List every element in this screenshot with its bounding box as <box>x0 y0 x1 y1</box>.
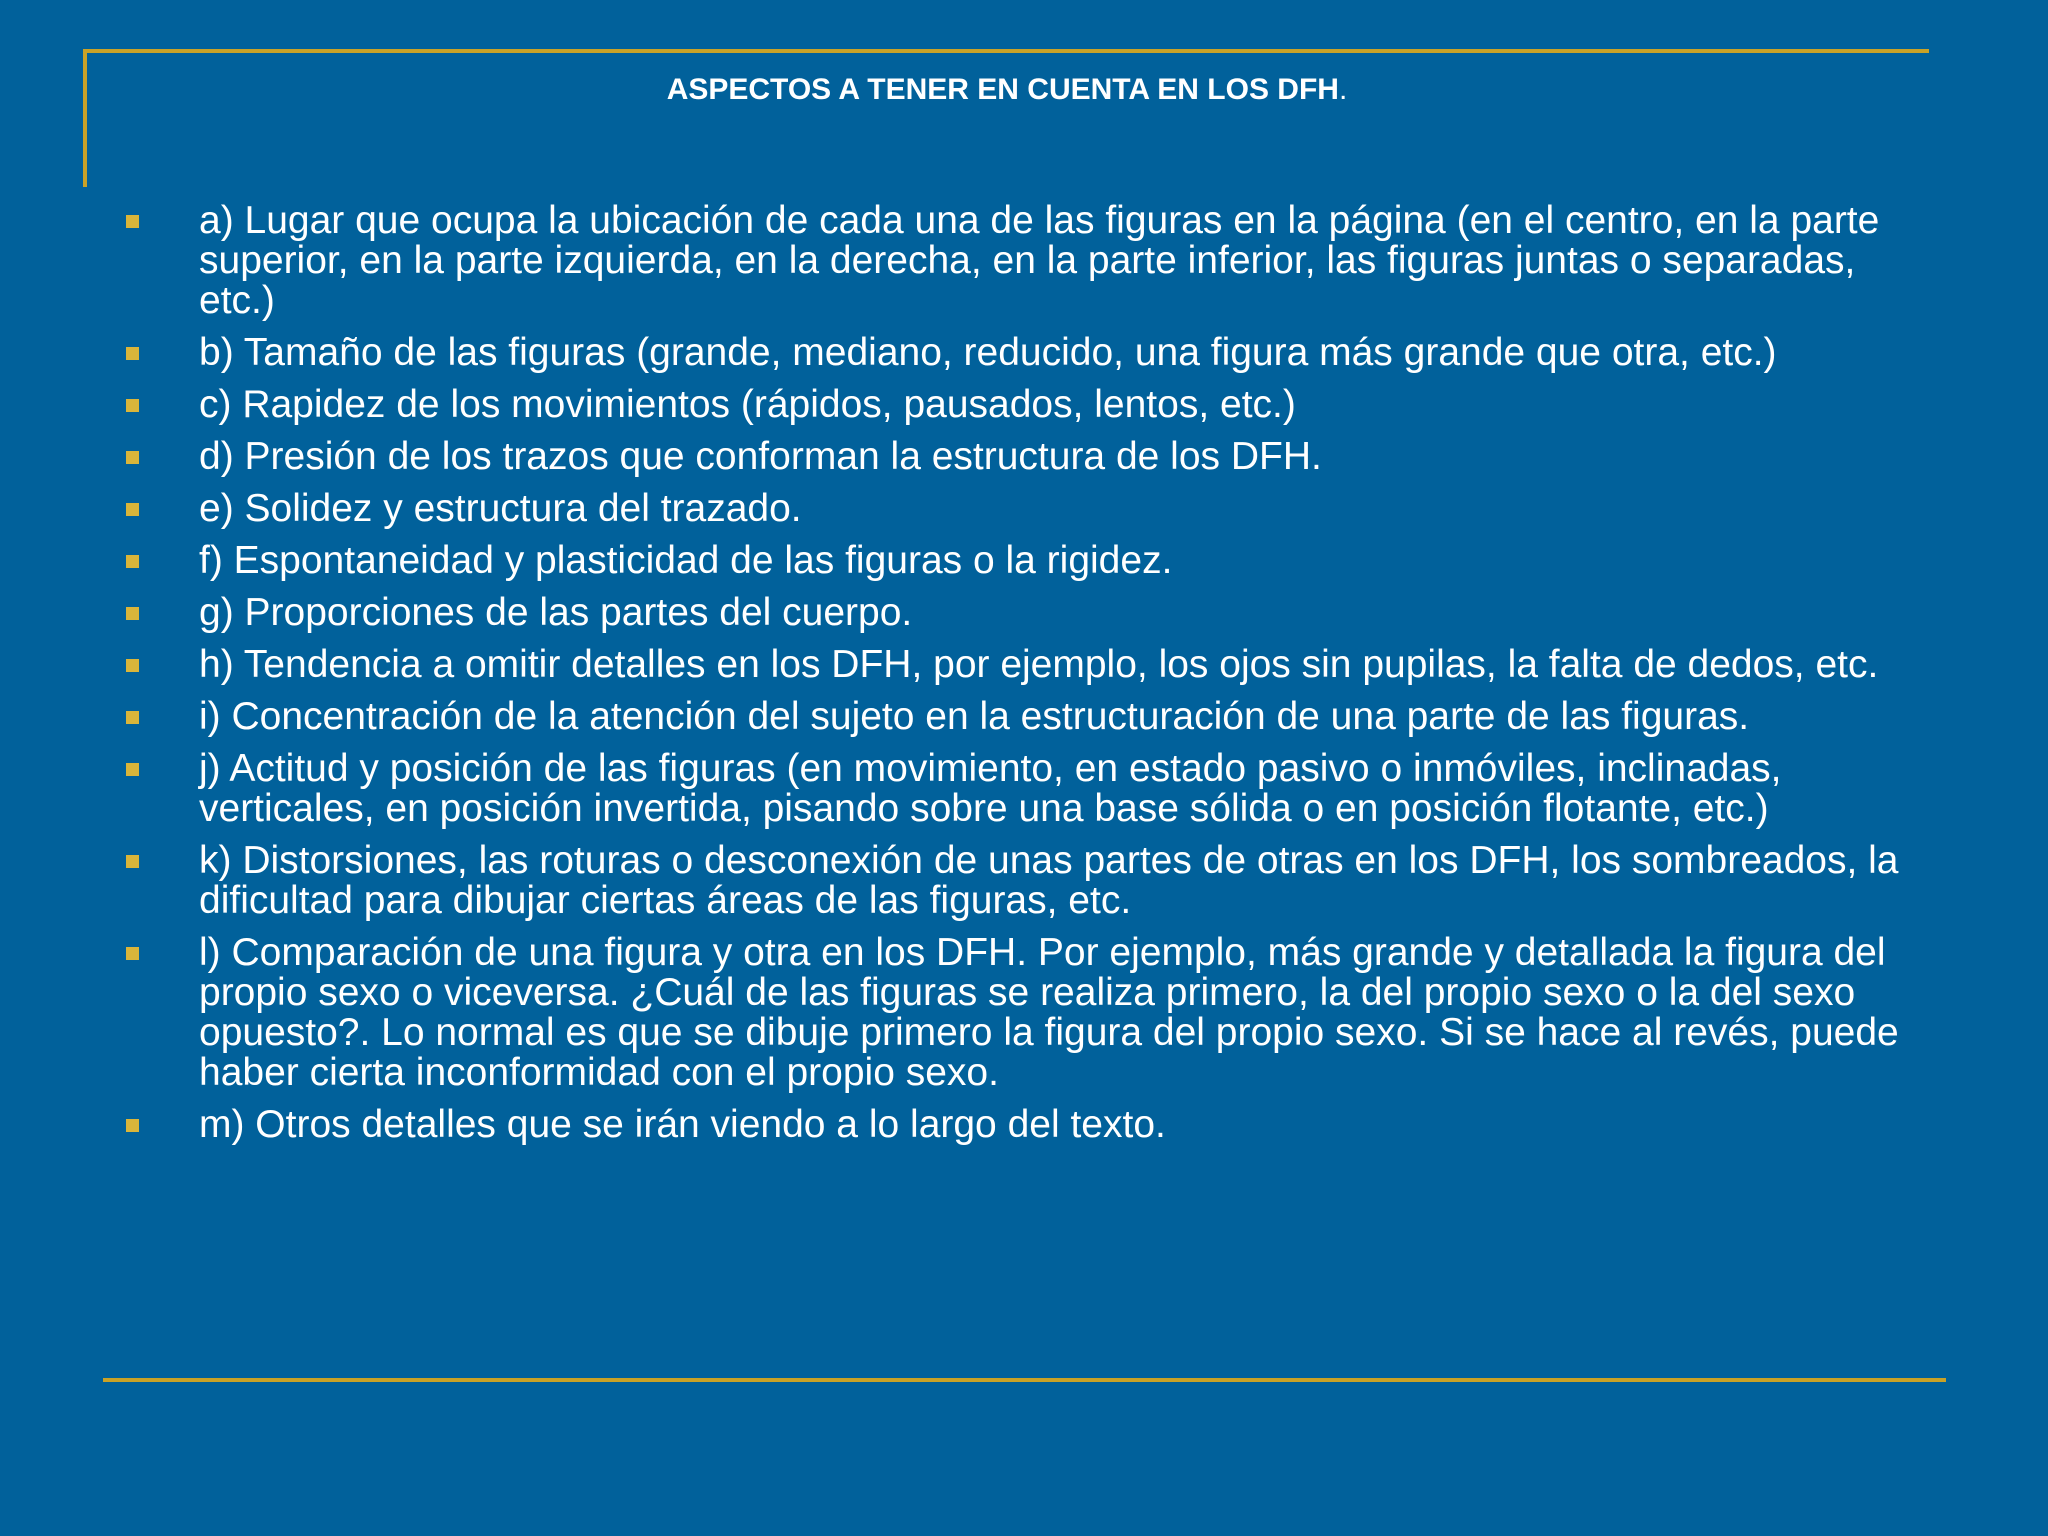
square-bullet-icon <box>126 347 139 360</box>
list-item <box>0 593 1939 633</box>
list-item-text: c) Rapidez de los movimientos (rápidos, pausados, lentos, etc.) <box>199 383 1296 426</box>
square-bullet-icon <box>126 763 139 776</box>
list-item-text: e) Solidez y estructura del trazado. <box>199 487 802 530</box>
list-item-text: d) Presión de los trazos que conforman la estructura de los DFH. <box>199 435 1322 478</box>
list-item-text: b) Tamaño de las figuras (grande, mediano, reducido, una figura más grande que otra, etc.) <box>199 331 1777 374</box>
list-item <box>0 437 1939 477</box>
list-item <box>0 933 1939 1093</box>
frame-left-rule <box>83 49 87 187</box>
list-item <box>0 541 1939 581</box>
square-bullet-icon <box>126 1119 139 1132</box>
list-item <box>0 697 1939 737</box>
list-item <box>0 333 1939 373</box>
square-bullet-icon <box>126 711 139 724</box>
square-bullet-icon <box>126 855 139 868</box>
list-item-text: j) Actitud y posición de las figuras (en movimiento, en estado pasivo o inmóviles, inclinadas, verticales, en posición invertida, pisando sobre una base sólida o en posición flotante, etc.) <box>199 747 1782 830</box>
list-item-text: l) Comparación de una figura y otra en los DFH. Por ejemplo, más grande y detallada la figura del propio sexo o viceversa. ¿Cuál de las figuras se realiza primero, la del propio sexo o la del sexo opuesto?. Lo normal es que se dibuje primero la figura del propio sexo. Si se hace al revés, puede haber cierta inconformidad con el propio sexo. <box>199 931 1899 1094</box>
square-bullet-icon <box>126 659 139 672</box>
square-bullet-icon <box>126 607 139 620</box>
list-item-text: h) Tendencia a omitir detalles en los DFH, por ejemplo, los ojos sin pupilas, la falta de dedos, etc. <box>199 643 1879 686</box>
square-bullet-icon <box>126 947 139 960</box>
list-item-text: f) Espontaneidad y plasticidad de las figuras o la rigidez. <box>199 539 1173 582</box>
slide-title-text: ASPECTOS A TENER EN CUENTA EN LOS DFH <box>666 73 1339 106</box>
list-item <box>0 749 1939 829</box>
list-item <box>0 201 1939 321</box>
list-item <box>0 385 1939 425</box>
square-bullet-icon <box>126 215 139 228</box>
list-item-text: k) Distorsiones, las roturas o desconexión de unas partes de otras en los DFH, los sombreados, la dificultad para dibujar ciertas áreas de las figuras, etc. <box>199 839 1899 922</box>
list-item <box>0 645 1939 685</box>
slide-title-period: . <box>1338 73 1348 106</box>
square-bullet-icon <box>126 555 139 568</box>
square-bullet-icon <box>126 503 139 516</box>
list-item-text: g) Proporciones de las partes del cuerpo. <box>199 591 913 634</box>
bullet-list <box>0 201 2048 1157</box>
frame-top-rule <box>83 49 1929 53</box>
list-item-text: a) Lugar que ocupa la ubicación de cada una de las figuras en la página (en el centro, en la parte superior, en la parte izquierda, en la derecha, en la parte inferior, las figuras juntas o separadas, etc.) <box>199 199 1880 322</box>
frame-bottom-rule <box>103 1378 1946 1382</box>
list-item-text: i) Concentración de la atención del sujeto en la estructuración de una parte de las figuras. <box>199 695 1750 738</box>
square-bullet-icon <box>126 451 139 464</box>
square-bullet-icon <box>126 399 139 412</box>
list-item <box>0 489 1939 529</box>
list-item <box>0 1105 1939 1145</box>
slide-title <box>87 72 1927 108</box>
list-item-text: m) Otros detalles que se irán viendo a lo largo del texto. <box>199 1103 1166 1146</box>
list-item <box>0 841 1939 921</box>
